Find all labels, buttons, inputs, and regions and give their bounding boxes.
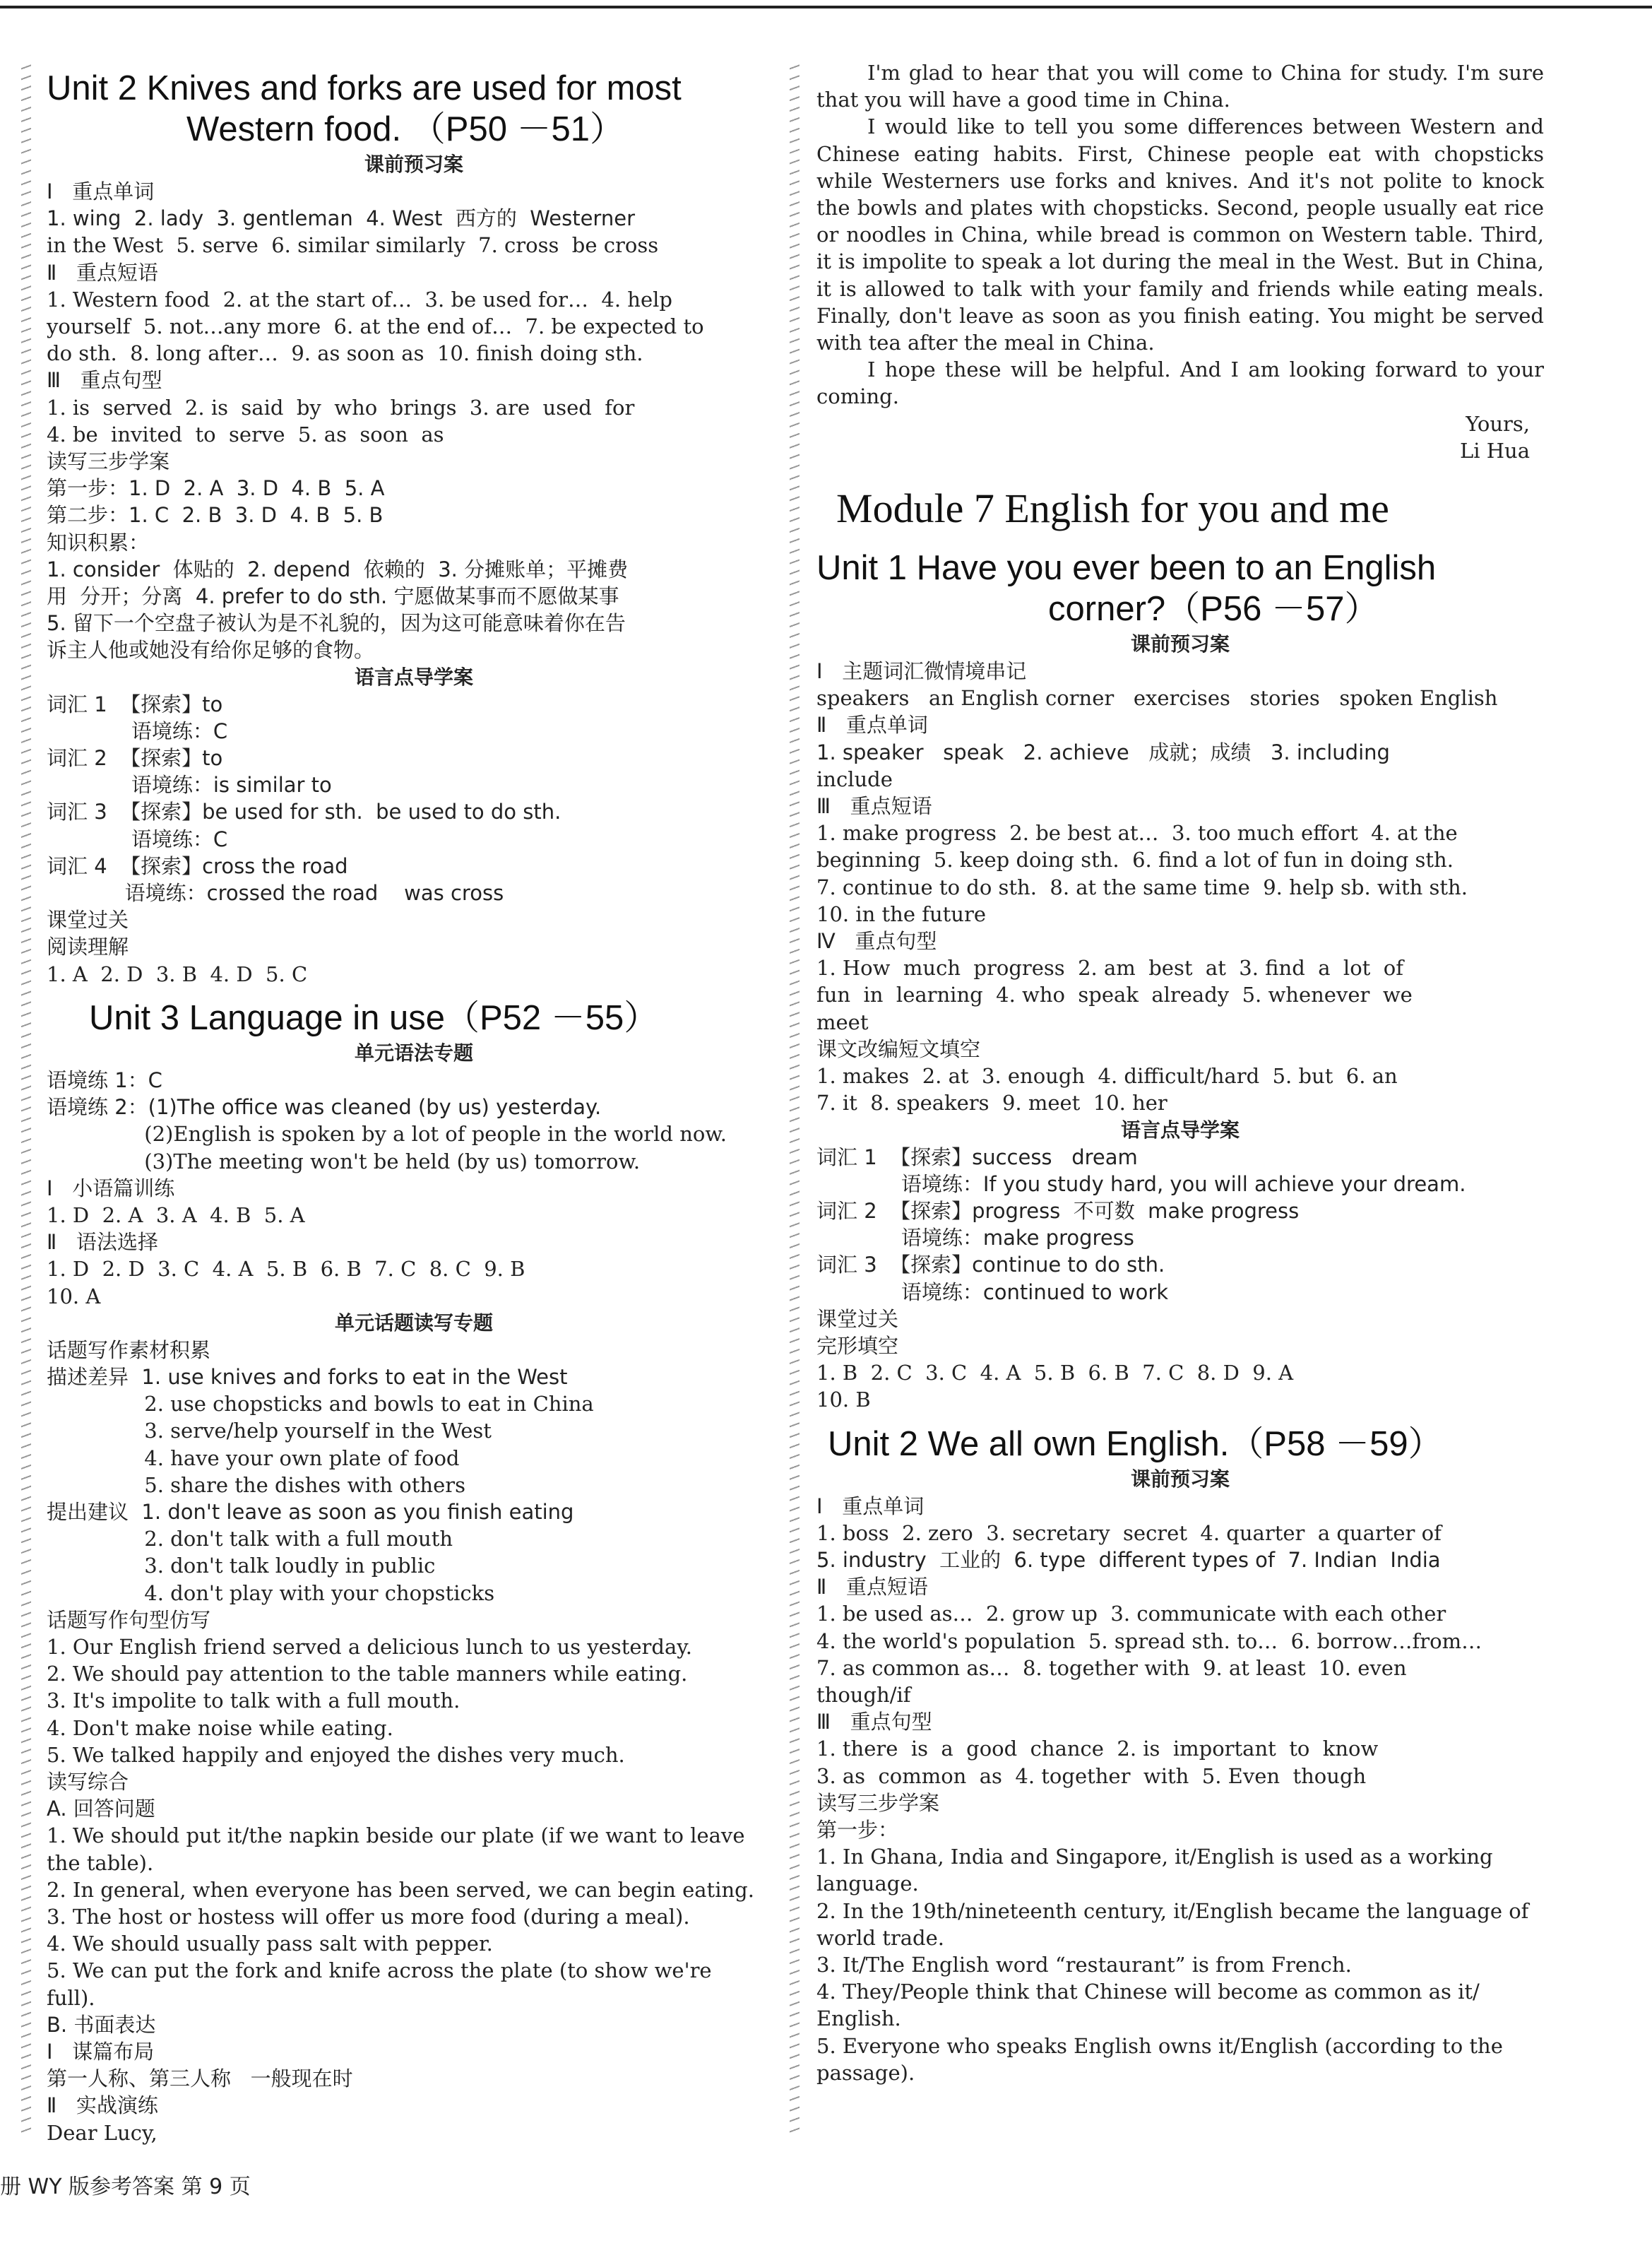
text-line: 2. don't talk with a full mouth xyxy=(47,1527,453,1551)
text-line: Ⅱ 语法选择 xyxy=(47,1230,158,1255)
text-line: 3. It's impolite to talk with a full mouth. xyxy=(47,1689,460,1713)
text-line: 阅读理解 xyxy=(47,935,129,959)
text-line: 5. 留下一个空盘子被认为是不礼貌的，因为这可能意味着你在告 xyxy=(47,611,626,636)
text-line: 1. be used as… 2. grow up 3. communicate with each other xyxy=(816,1602,1446,1626)
text-line: 4. Don't make noise while eating. xyxy=(47,1715,393,1740)
text-line: fun in learning 4. who speak already 5. whenever we xyxy=(816,983,1413,1007)
text-line: 语境练：C xyxy=(47,718,228,743)
top-rule xyxy=(0,6,1652,8)
text-line: 读写三步学案 xyxy=(47,449,170,474)
center-wavy-divider xyxy=(790,64,800,2134)
text-line: speakers an English corner exercises stories spoken English xyxy=(816,686,1498,711)
text-line: 词汇 1 【探索】success dream xyxy=(816,1145,1138,1169)
text-line: Ⅳ 重点句型 xyxy=(816,929,937,954)
text-line: do sth. 8. long after… 9. as soon as 10. finish doing sth. xyxy=(47,341,643,366)
text-line: 1. Our English friend served a delicious lunch to us yesterday. xyxy=(47,1634,693,1659)
text-line: 7. it 8. speakers 9. meet 10. her xyxy=(816,1091,1167,1116)
text-line: 话题写作素材积累 xyxy=(47,1337,211,1362)
text-line: 2. We should pay attention to the table manners while eating. xyxy=(47,1662,688,1686)
text-line: English. xyxy=(816,2006,901,2031)
text-line: the table). xyxy=(47,1850,154,1875)
text-line: include xyxy=(816,767,893,791)
text-line: 词汇 4 【探索】cross the road xyxy=(47,853,348,878)
text-line: yourself 5. not…any more 6. at the end of… 7. be expected to xyxy=(47,314,704,339)
text-line: (2)English is spoken by a lot of people in the world now. xyxy=(47,1122,727,1147)
text-line: 5. We can put the fork and knife across the plate (to show we're xyxy=(47,1958,712,1983)
text-line: 词汇 3 【探索】continue to do sth. xyxy=(816,1253,1165,1277)
preview-block xyxy=(47,178,781,664)
text-line: 10. A xyxy=(47,1284,101,1308)
right-column xyxy=(816,59,1551,2086)
text-line: 提出建议 1. don't leave as soon as you finish eating xyxy=(47,1499,574,1524)
text-line: 1. make progress 2. be best at… 3. too much effort 4. at the xyxy=(816,821,1458,846)
text-line: 话题写作句型仿写 xyxy=(47,1607,211,1632)
text-line: 语境练 1：C xyxy=(47,1068,162,1092)
text-line: 1. there is a good chance 2. is important to know xyxy=(816,1737,1379,1761)
text-line: Ⅲ 重点短语 xyxy=(816,794,932,819)
text-line: 语境练：is similar to xyxy=(47,773,332,798)
text-line: 描述差异 1. use knives and forks to eat in the West xyxy=(47,1364,568,1389)
text-line: 语境练：If you study hard, you will achieve your dream. xyxy=(816,1171,1466,1196)
unit2-title: Unit 2 Knives and forks are used for most Western food. （P50 －51） xyxy=(47,69,682,148)
text-line: 1. speaker speak 2. achieve 成就；成绩 3. including xyxy=(816,740,1390,764)
text-line: 1. B 2. C 3. C 4. A 5. B 6. B 7. C 8. D 9. A xyxy=(816,1361,1294,1385)
text-line: 2. In the 19th/nineteenth century, it/English became the language of xyxy=(816,1898,1529,1923)
letter-paragraph-1: I'm glad to hear that you will come to China for study. I'm sure that you will have a good time in China. xyxy=(816,61,1551,112)
text-line: Ⅰ 主题词汇微情境串记 xyxy=(816,659,1027,684)
text-line: language. xyxy=(816,1871,919,1896)
left-wavy-border xyxy=(21,64,31,2134)
text-line: Ⅰ 重点单词 xyxy=(47,179,155,203)
text-line: 1. boss 2. zero 3. secretary secret 4. quarter a quarter of xyxy=(816,1520,1442,1545)
text-line: 3. It/The English word “restaurant” is from French. xyxy=(816,1952,1352,1977)
m7u2-block xyxy=(816,1493,1544,2086)
letter-closing: Yours, xyxy=(1466,411,1530,436)
text-line: 课堂过关 xyxy=(816,1306,899,1331)
text-line: 7. as common as… 8. together with 9. at least 10. even xyxy=(816,1655,1407,1680)
text-line: Ⅰ 小语篇训练 xyxy=(47,1176,175,1200)
text-line: 4. the world's population 5. spread sth. to… 6. borrow…from… xyxy=(816,1628,1482,1653)
m7-unit2-title: Unit 2 We all own English.（P58 －59） xyxy=(828,1424,1443,1463)
grammar-block xyxy=(47,1067,781,1310)
topic-heading: 单元话题读写专题 xyxy=(334,1311,493,1335)
topic-block xyxy=(47,1337,781,2146)
text-line: 词汇 3 【探索】be used for sth. be used to do sth. xyxy=(47,800,561,824)
text-line: 1. A 2. D 3. B 4. D 5. C xyxy=(47,962,308,986)
text-line: Ⅱ 重点短语 xyxy=(47,260,158,285)
text-line: world trade. xyxy=(816,1925,944,1950)
m7u2-preview-heading: 课前预习案 xyxy=(1130,1467,1230,1491)
text-line: 1. We should put it/the napkin beside our plate (if we want to leave xyxy=(47,1823,745,1848)
text-line: 5. We talked happily and enjoyed the dishes very much. xyxy=(47,1742,625,1767)
module7-title: Module 7 English for you and me xyxy=(836,485,1389,532)
text-line: 第一人称、第三人称 一般现在时 xyxy=(47,2066,353,2091)
text-line: 第一步：1. D 2. A 3. D 4. B 5. A xyxy=(47,476,385,501)
text-line: full). xyxy=(47,1985,95,2010)
grammar-heading: 单元语法专题 xyxy=(354,1041,473,1065)
text-line: beginning 5. keep doing sth. 6. find a lot of fun in doing sth. xyxy=(816,848,1454,873)
language-points-heading: 语言点导学案 xyxy=(354,665,473,689)
text-line: 2. use chopsticks and bowls to eat in China xyxy=(47,1392,594,1417)
text-line: 诉主人他或她没有给你足够的食物。 xyxy=(47,638,375,663)
text-line: B. 书面表达 xyxy=(47,2012,156,2037)
text-line: Dear Lucy, xyxy=(47,2120,158,2145)
text-line: 1. How much progress 2. am best at 3. find a lot of xyxy=(816,956,1403,981)
text-line: 第二步：1. C 2. B 3. D 4. B 5. B xyxy=(47,503,384,528)
m7-unit1-title: Unit 1 Have you ever been to an English corner?（P56 －57） xyxy=(816,549,1437,629)
letter-paragraph-2: I would like to tell you some differences between Western and Chinese eating habits. First, Chinese people eat with chopsticks while Westerners use forks and knives. And it's not polite to knock the bowls and plates with chopsticks. Second, people usually eat rice or noodles in China, while bread is common on Western table. Third, it is impolite to speak a lot during the meal in the West. But in China, it is allowed to talk with your family and friends while eating meals. Finally, don't leave as soon as you finish eating. You might be served with tea after the meal in China. xyxy=(816,114,1551,355)
text-line: 3. as common as 4. together with 5. Even though xyxy=(816,1763,1367,1788)
text-line: (3)The meeting won't be held (by us) tomorrow. xyxy=(47,1149,641,1173)
text-line: 4. They/People think that Chinese will become as common as it/ xyxy=(816,1980,1480,2004)
text-line: 1. is served 2. is said by who brings 3. are used for xyxy=(47,395,635,420)
text-line: 1. consider 体贴的 2. depend 依赖的 3. 分摊账单；平摊费 xyxy=(47,557,629,581)
text-line: 读写综合 xyxy=(47,1769,129,1794)
text-line: 语境练 2：(1)The office was cleaned (by us) yesterday. xyxy=(47,1095,602,1120)
text-line: 10. in the future xyxy=(816,901,986,926)
text-line: 1. D 2. A 3. A 4. B 5. A xyxy=(47,1202,305,1227)
text-line: 7. continue to do sth. 8. at the same time 9. help sb. with sth. xyxy=(816,875,1468,899)
letter-signature: Li Hua xyxy=(1459,438,1530,463)
text-line: 语境练：crossed the road was cross xyxy=(47,881,504,906)
text-line: 词汇 2 【探索】progress 不可数 make progress xyxy=(816,1198,1300,1223)
text-line: Ⅱ 重点单词 xyxy=(816,713,928,738)
text-line: 3. don't talk loudly in public xyxy=(47,1554,436,1578)
text-line: 5. industry 工业的 6. type different types of 7. Indian India xyxy=(816,1547,1441,1572)
m7u1-preview-heading: 课前预习案 xyxy=(1130,632,1230,656)
text-line: 4. We should usually pass salt with pepper. xyxy=(47,1932,493,1956)
text-line: 4. have your own plate of food xyxy=(47,1445,460,1470)
text-line: 语境练：make progress xyxy=(816,1226,1134,1250)
text-line: Ⅰ 谋篇布局 xyxy=(47,2040,155,2064)
text-line: 3. The host or hostess will offer us more food (during a meal). xyxy=(47,1904,690,1929)
text-line: 1. Western food 2. at the start of… 3. be used for… 4. help xyxy=(47,287,672,312)
text-line: 语境练：continued to work xyxy=(816,1279,1169,1304)
text-line: 2. In general, when everyone has been served, we can begin eating. xyxy=(47,1877,754,1902)
text-line: meet xyxy=(816,1010,869,1034)
m7u1-language-block xyxy=(816,1144,1544,1414)
unit3-title: Unit 3 Language in use（P52 －55） xyxy=(89,998,659,1037)
text-line: Ⅲ 重点句型 xyxy=(816,1710,932,1734)
text-line: 1. wing 2. lady 3. gentleman 4. West 西方的 Westerner xyxy=(47,206,635,231)
text-line: though/if xyxy=(816,1682,911,1707)
text-line: 词汇 1 【探索】to xyxy=(47,692,223,716)
text-line: 5. share the dishes with others xyxy=(47,1472,465,1497)
text-line: 1. In Ghana, India and Singapore, it/English is used as a working xyxy=(816,1845,1493,1869)
text-line: passage). xyxy=(816,2060,915,2085)
text-line: 课文改编短文填空 xyxy=(816,1036,981,1061)
text-line: Ⅱ 重点短语 xyxy=(816,1575,928,1599)
letter-paragraph-3: I hope these will be helpful. And I am looking forward to your coming. xyxy=(816,357,1551,409)
text-line: 课堂过关 xyxy=(47,908,129,933)
text-line: A. 回答问题 xyxy=(47,1797,155,1821)
preview-heading: 课前预习案 xyxy=(364,153,463,176)
text-line: 1. makes 2. at 3. enough 4. difficult/hard 5. but 6. an xyxy=(816,1064,1398,1089)
m7u1-preview-block xyxy=(816,658,1544,1116)
text-line: 语境练：C xyxy=(47,827,228,851)
text-line: 完形填空 xyxy=(816,1333,899,1358)
text-line: 4. be invited to serve 5. as soon as xyxy=(47,422,444,447)
text-line: in the West 5. serve 6. similar similarly 7. cross be cross xyxy=(47,233,659,258)
m7u1-language-heading: 语言点导学案 xyxy=(1120,1118,1240,1142)
text-line: 词汇 2 【探索】to xyxy=(47,746,223,771)
left-column xyxy=(47,62,781,2146)
text-line: 4. don't play with your chopsticks xyxy=(47,1580,495,1605)
text-line: Ⅰ 重点单词 xyxy=(816,1494,925,1518)
text-line: 用 分开；分离 4. prefer to do sth. 宁愿做某事而不愿做某事 xyxy=(47,584,619,609)
page-footer: 册 WY 版参考答案 第 9 页 xyxy=(0,2175,251,2199)
text-line: 知识积累： xyxy=(47,530,150,555)
text-line: 5. Everyone who speaks English owns it/English (according to the xyxy=(816,2033,1503,2058)
text-line: Ⅱ 实战演练 xyxy=(47,2093,158,2118)
text-line: 读写三步学案 xyxy=(816,1790,940,1815)
text-line: Ⅲ 重点句型 xyxy=(47,368,162,393)
text-line: 3. serve/help yourself in the West xyxy=(47,1419,492,1443)
language-points-block xyxy=(47,691,781,988)
text-line: 10. B xyxy=(816,1388,871,1412)
text-line: 第一步： xyxy=(816,1817,899,1842)
text-line: 1. D 2. D 3. C 4. A 5. B 6. B 7. C 8. C 9. B xyxy=(47,1257,525,1282)
